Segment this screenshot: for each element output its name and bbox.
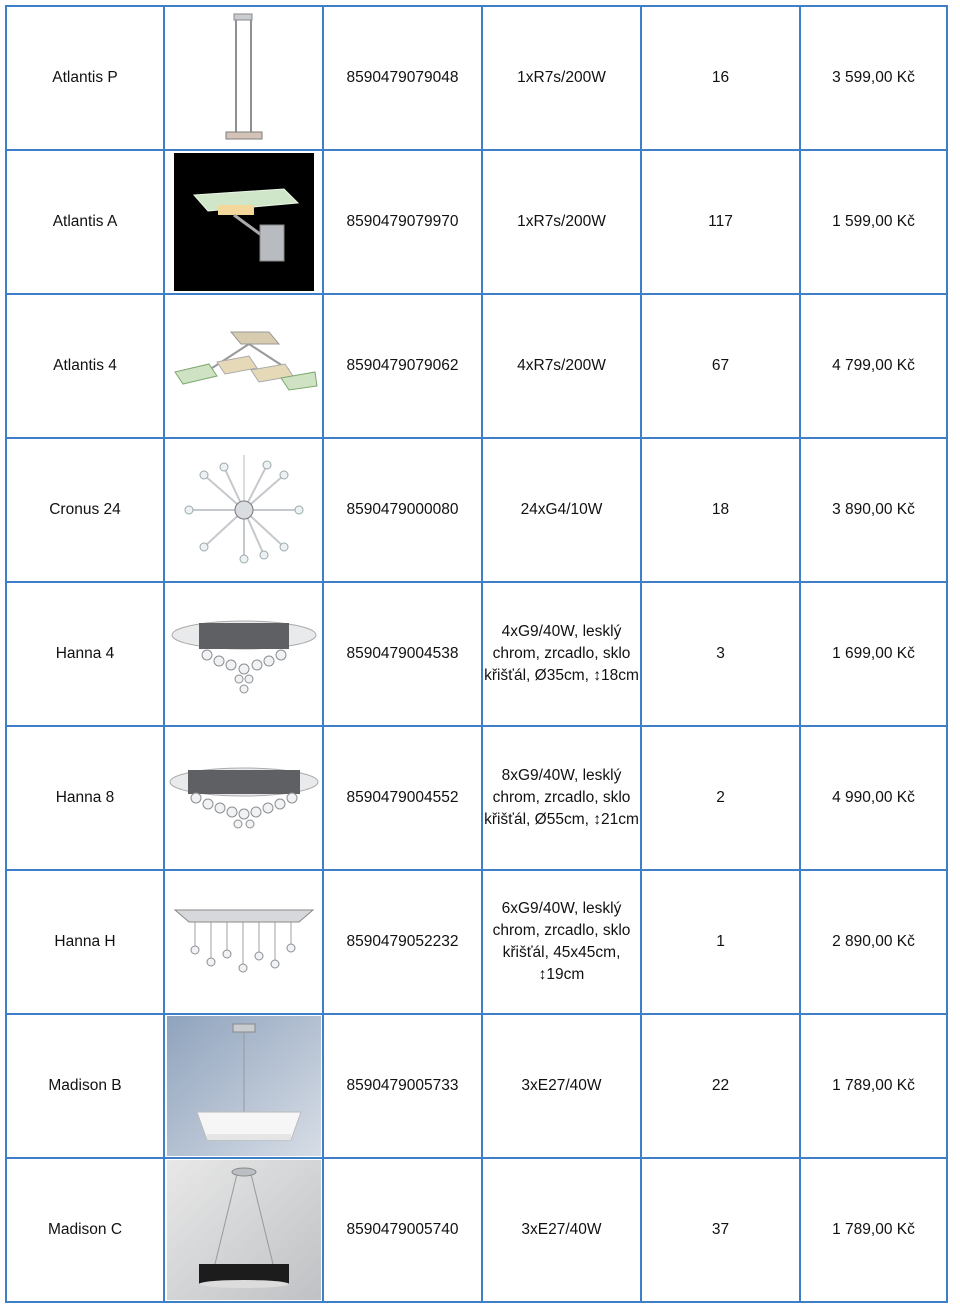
quantity: 2 [642, 727, 799, 869]
spec-text: 6xG9/40W, lesklý chrom, zrcadlo, sklo křišťál, 45x45cm, ↕19cm [483, 871, 640, 1013]
spec-text: 8xG9/40W, lesklý chrom, zrcadlo, sklo křišťál, Ø55cm, ↕21cm [483, 727, 640, 869]
product-name: Cronus 24 [7, 439, 163, 581]
product-name: Hanna 8 [7, 727, 163, 869]
quantity: 18 [642, 439, 799, 581]
ean-code: 8590479079970 [324, 151, 481, 293]
spec-text: 4xR7s/200W [483, 295, 640, 437]
price: 4 799,00 Kč [801, 295, 946, 437]
quantity: 16 [642, 7, 799, 149]
table-row [7, 151, 946, 293]
round-pendant-lamp-icon [165, 1159, 322, 1301]
table-row [7, 871, 946, 1013]
table-row [7, 727, 946, 869]
ean-code: 8590479005740 [324, 1159, 481, 1301]
table-row [7, 7, 946, 149]
product-name: Madison C [7, 1159, 163, 1301]
crystal-ceiling-lamp-icon [165, 727, 322, 869]
spec-text: 1xR7s/200W [483, 7, 640, 149]
quantity: 22 [642, 1015, 799, 1157]
floor-lamp-icon [165, 7, 322, 149]
wall-lamp-icon [165, 151, 322, 293]
ean-code: 8590479005733 [324, 1015, 481, 1157]
sputnik-chandelier-icon [165, 439, 322, 581]
spec-text: 3xE27/40W [483, 1015, 640, 1157]
square-crystal-lamp-icon [165, 871, 322, 1013]
product-table [5, 5, 948, 1303]
ceiling-lamp-4-icon [165, 295, 322, 437]
product-name: Hanna 4 [7, 583, 163, 725]
table-row [7, 1159, 946, 1301]
spec-text: 24xG4/10W [483, 439, 640, 581]
ean-code: 8590479004538 [324, 583, 481, 725]
quantity: 117 [642, 151, 799, 293]
square-pendant-lamp-icon [165, 1015, 322, 1157]
table-row [7, 439, 946, 581]
price: 3 890,00 Kč [801, 439, 946, 581]
spec-text: 1xR7s/200W [483, 151, 640, 293]
quantity: 3 [642, 583, 799, 725]
price: 3 599,00 Kč [801, 7, 946, 149]
ean-code: 8590479052232 [324, 871, 481, 1013]
quantity: 37 [642, 1159, 799, 1301]
quantity: 67 [642, 295, 799, 437]
table-row [7, 583, 946, 725]
product-name: Atlantis P [7, 7, 163, 149]
ean-code: 8590479079062 [324, 295, 481, 437]
ean-code: 8590479079048 [324, 7, 481, 149]
spec-text: 4xG9/40W, lesklý chrom, zrcadlo, sklo křišťál, Ø35cm, ↕18cm [483, 583, 640, 725]
spec-text: 3xE27/40W [483, 1159, 640, 1301]
product-name: Atlantis A [7, 151, 163, 293]
table-row [7, 295, 946, 437]
crystal-ceiling-lamp-icon [165, 583, 322, 725]
quantity: 1 [642, 871, 799, 1013]
product-name: Madison B [7, 1015, 163, 1157]
price: 1 789,00 Kč [801, 1015, 946, 1157]
price: 2 890,00 Kč [801, 871, 946, 1013]
table-row [7, 1015, 946, 1157]
price: 1 599,00 Kč [801, 151, 946, 293]
price: 1 699,00 Kč [801, 583, 946, 725]
product-name: Hanna H [7, 871, 163, 1013]
price: 4 990,00 Kč [801, 727, 946, 869]
ean-code: 8590479000080 [324, 439, 481, 581]
price: 1 789,00 Kč [801, 1159, 946, 1301]
ean-code: 8590479004552 [324, 727, 481, 869]
product-name: Atlantis 4 [7, 295, 163, 437]
